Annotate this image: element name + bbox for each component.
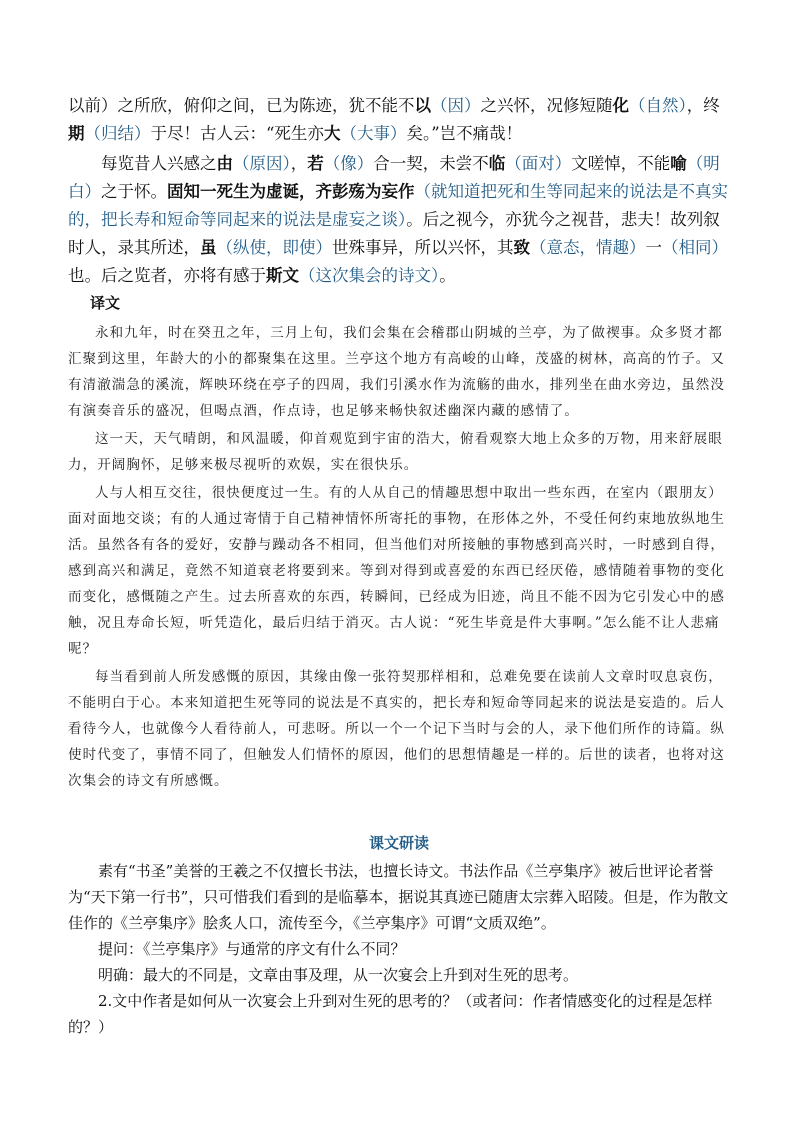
key-word: 固知一死生为虚诞，齐彭殇为妄作: [167, 182, 415, 201]
annotation-text: （就知道把死和生等同起来的说法是不真实的，把长寿和短命等同起来的说法是虚妄之谈）: [68, 182, 728, 229]
key-word: 期: [68, 124, 85, 143]
annotation-text: （这次集会的诗文）: [299, 266, 440, 285]
key-word: 喻: [670, 154, 687, 173]
key-word: 化: [612, 96, 629, 115]
original-paragraph-2: [68, 150, 730, 290]
annotation-text: （明白）: [68, 154, 720, 201]
key-word: 若: [307, 154, 324, 173]
text-run: 之兴怀，况修短随: [480, 96, 613, 115]
annotation-text: （自然）: [629, 96, 687, 115]
text-run: 文嗟悼，不能: [571, 154, 671, 173]
study-heading: 课文研读: [368, 834, 429, 852]
translation-body: [68, 320, 730, 794]
translation-paragraph-2: 这一天，天气晴朗，和风温暖，仰首观览到宇宙的浩大，俯看观察大地上众多的万物，用来舒展眼力，开阔胸怀，足够来极尽视听的欢娱，实在很快乐。: [68, 431, 723, 473]
key-word: 致: [513, 238, 530, 257]
key-word: 临: [488, 154, 506, 173]
study-body: [68, 858, 730, 1040]
annotation-text: （原因）: [233, 154, 291, 173]
annotation-text: （归结）: [84, 124, 151, 143]
study-section: [68, 828, 730, 1040]
text-run: 也。后之览者，亦将有感于: [68, 266, 266, 285]
key-word: 以: [414, 96, 431, 115]
text-run: 合一契，未尝不: [373, 154, 489, 173]
annotation-text: （面对）: [505, 154, 572, 173]
text-run: 。: [439, 266, 456, 285]
text-run: 于尽！古人云：“死生亦: [150, 124, 324, 143]
text-run: ，: [290, 154, 308, 173]
text-run: 一: [645, 238, 662, 257]
annotation-text: （纵使，即使）: [216, 238, 332, 257]
text-run: 。后之视今，亦犹今之视昔，悲夫！故列叙时人，录其所述，: [68, 210, 720, 257]
study-question: 提问：《兰亭集序》与通常的序文有什么不同？: [98, 940, 406, 958]
annotation-text: （因）: [431, 96, 481, 115]
key-word: 虽: [200, 238, 217, 257]
translation-paragraph-1: 永和九年，时在癸丑之年，三月上旬，我们会集在会稽郡山阴城的兰亭，为了做禊事。众多贤才都汇聚到这里，年龄大的小的都聚集在这里。兰亭这个地方有高峻的山峰，茂盛的树林，高高的竹子。又有清澈湍急的溪流，辉映环绕在亭子的四周，我们引溪水作为流觞的曲水，排列坐在曲水旁边，虽然没有演奏音乐的盛况，但喝点酒，作点诗，也足够来畅快叙述幽深内藏的感情了。: [68, 325, 725, 419]
translation-paragraph-4: 每当看到前人所发感慨的原因，其缘由像一张符契那样相和，总难免要在读前人文章时叹息哀伤，不能明白于心。本来知道把生死等同的说法是不真实的，把长寿和短命等同起来的说法是妄造的。后人看待今人，也就像今人看待前人，可悲呀。所以一个一个记下当时与会的人，录下他们所作的诗篇。纵使时代变了，事情不同了，但触发人们情怀的原因，他们的思想情趣是一样的。后世的读者，也将对这次集会的诗文有所感慨。: [68, 669, 725, 789]
annotation-text: （相同）: [662, 238, 728, 257]
text-run: 之于怀。: [101, 182, 167, 201]
translation-heading: 译文: [90, 294, 121, 312]
text-run: 以前）之所欣，俯仰之间，已为陈迹，犹不能不: [68, 96, 415, 115]
text-run: 矣。”岂不痛哉！: [406, 124, 523, 143]
study-paragraph-1: 素有“书圣”美誉的王羲之不仅擅长书法，也擅长诗文。书法作品《兰亭集序》被后世评论者誉为“天下第一行书”，只可惜我们看到的是临摹本，据说其真迹已随唐太宗葬入昭陵。但是，作为散文佳作的《兰亭集序》脍炙人口，流传至今，《兰亭集序》可谓“文质双绝”。: [68, 862, 729, 932]
key-word: 大: [323, 124, 341, 143]
annotation-text: （大事）: [340, 124, 407, 143]
key-word: 斯文: [266, 266, 299, 285]
text-run: 每览昔人兴感之: [101, 154, 217, 173]
text-run: 世殊事异，所以兴怀，其: [332, 238, 514, 257]
translation-section: [68, 286, 730, 796]
key-word: 由: [216, 154, 233, 173]
translation-paragraph-3: 人与人相互交往，很快便度过一生。有的人从自己的情趣思想中取出一些东西，在室内（跟朋友）面对面地交谈；有的人通过寄情于自己精神情怀所寄托的事物，在形体之外，不受任何约束地放纵地生活。虽然各有各的爱好，安静与躁动各不相同，但当他们对所接触的事物感到高兴时，一时感到自得，感到高兴和满足，竟然不知道衰老将要到来。等到对得到或喜爱的东西已经厌倦，感情随着事物的变化而变化，感慨随之产生。过去所喜欢的东西，转瞬间，已经成为旧迹，尚且不能不因为它引发心中的感触，况且寿命长短，听凭造化，最后归结于消灭。古人说：“死生毕竟是件大事啊。”怎么能不让人悲痛呢？: [68, 485, 725, 657]
study-question-2: 2.文中作者是如何从一次宴会上升到对生死的思考的？（或者问：作者情感变化的过程是怎样的？）: [68, 992, 713, 1036]
annotation-text: （意态，情趣）: [530, 238, 646, 257]
original-paragraph-1: [68, 92, 730, 148]
study-answer: 明确：最大的不同是，文章由事及理，从一次宴会上升到对生死的思考。: [98, 966, 579, 984]
annotation-text: （像）: [323, 154, 374, 173]
original-text: [68, 92, 730, 290]
text-run: ，终: [686, 96, 720, 115]
